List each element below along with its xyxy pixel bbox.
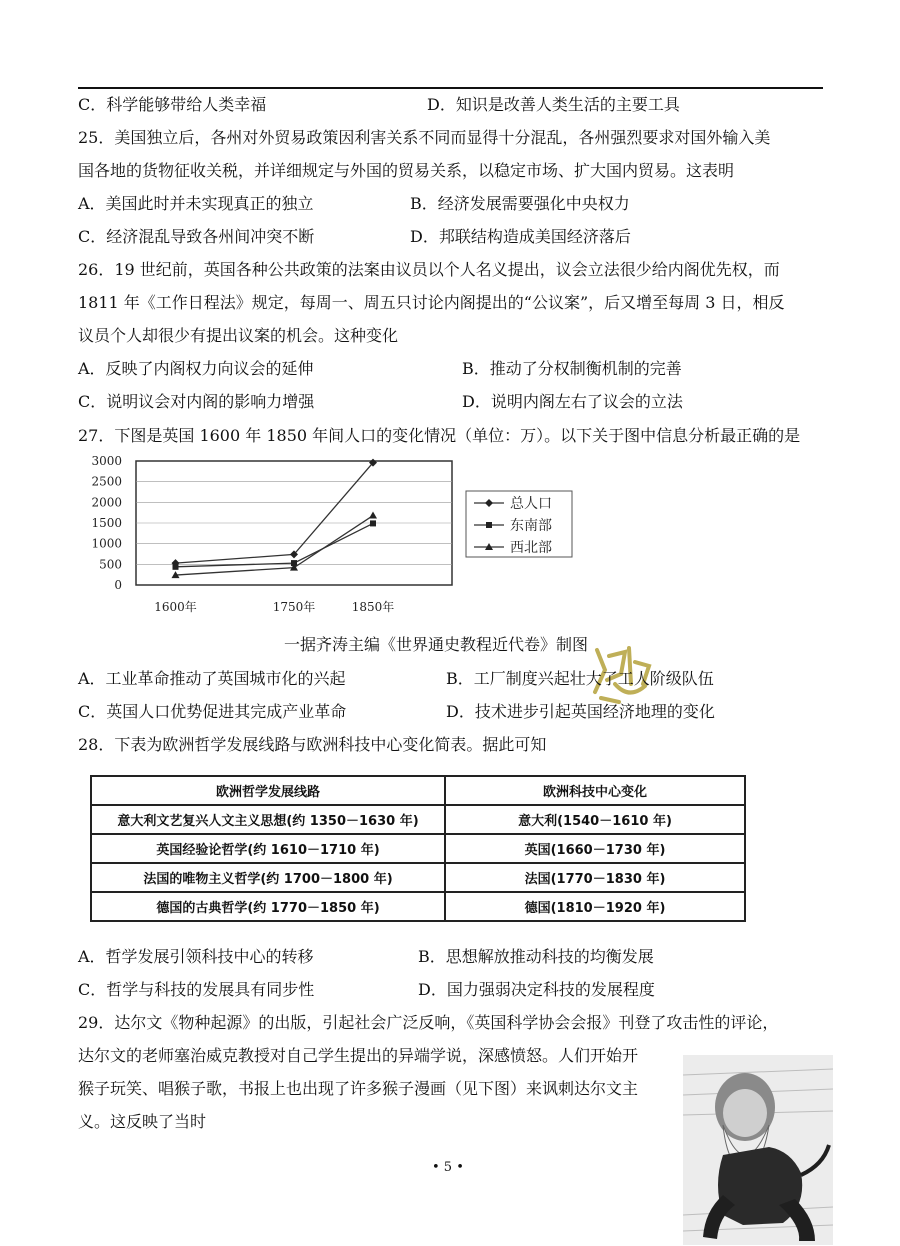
q29-stem-line4: 义。这反映了当时	[78, 1112, 207, 1131]
table-row	[91, 892, 745, 921]
x-tick-label: 1750年	[272, 600, 316, 614]
q26-option-b: B．推动了分权制衡机制的完善	[462, 359, 682, 378]
q26-stem-line3: 议员个人却很少有提出议案的机会。这种变化	[78, 326, 399, 345]
y-tick-label: 1000	[91, 536, 122, 551]
q26-option-a: A．反映了内阁权力向议会的延伸	[78, 359, 314, 378]
table-header-cell: 欧洲哲学发展线路	[91, 776, 445, 805]
q26-option-c: C．说明议会对内阁的影响力增强	[78, 392, 315, 411]
table-cell: 德国(1810－1920 年)	[445, 892, 745, 921]
q27-option-a: A．工业革命推动了英国城市化的兴起	[78, 669, 346, 688]
table-cell: 德国的古典哲学(约 1770－1850 年)	[91, 892, 445, 921]
legend-label: 西北部	[510, 540, 552, 556]
q25-stem-line1: 25．美国独立后，各州对外贸易政策因利害关系不同而显得十分混乱，各州强烈要求对国外输入美	[78, 128, 771, 147]
q28-option-c: C．哲学与科技的发展具有同步性	[78, 980, 315, 999]
table-row	[91, 805, 745, 834]
y-tick-label: 2500	[91, 474, 122, 489]
q28-option-d: D．国力强弱决定科技的发展程度	[418, 980, 655, 999]
table-header-row	[91, 776, 745, 805]
header-rule	[78, 87, 823, 89]
table-cell: 意大利(1540－1610 年)	[445, 805, 745, 834]
philosophy-science-table	[90, 775, 746, 922]
q28-stem-line1: 28．下表为欧洲哲学发展线路与欧洲科技中心变化简表。据此可知	[78, 735, 547, 754]
table-row	[91, 834, 745, 863]
q27-stem-line1: 27．下图是英国 1600 年 1850 年间人口的变化情况（单位：万）。以下关于图中信息分析最正确的是	[78, 426, 801, 445]
q25-option-a: A．美国此时并未实现真正的独立	[78, 194, 314, 213]
x-tick-label: 1600年	[154, 600, 197, 614]
q27-option-b: B．工厂制度兴起壮大了工人阶级队伍	[446, 669, 714, 688]
q25-option-c: C．经济混乱导致各州间冲突不断	[78, 227, 315, 246]
table-cell: 意大利文艺复兴人文主义思想(约 1350－1630 年)	[91, 805, 445, 834]
table-header-cell: 欧洲科技中心变化	[445, 776, 745, 805]
q25-stem-line2: 国各地的货物征收关税，并详细规定与外国的贸易关系，以稳定市场、扩大国内贸易。这表明	[78, 161, 735, 180]
q28-option-a: A．哲学发展引领科技中心的转移	[78, 947, 314, 966]
y-tick-label: 3000	[91, 455, 122, 468]
table-cell: 法国的唯物主义哲学(约 1700－1800 年)	[91, 863, 445, 892]
legend-label: 东南部	[510, 518, 552, 534]
y-tick-label: 500	[99, 557, 122, 572]
chart-source-caption: 一据齐涛主编《世界通史教程近代卷》制图	[284, 635, 589, 654]
legend-label: 总人口	[510, 496, 552, 512]
prev-option-c: C．科学能够带给人类幸福	[78, 95, 267, 114]
y-tick-label: 2000	[91, 495, 122, 510]
legend-marker	[486, 522, 492, 528]
q28-option-b: B．思想解放推动科技的均衡发展	[418, 947, 654, 966]
y-tick-label: 0	[114, 578, 122, 592]
population-line-chart	[80, 455, 580, 627]
table-cell: 英国(1660－1730 年)	[445, 834, 745, 863]
q27-option-d: D．技术进步引起英国经济地理的变化	[446, 702, 715, 721]
y-tick-label: 1500	[91, 516, 122, 530]
data-point	[173, 564, 179, 570]
data-point	[370, 520, 376, 526]
q26-stem-line2: 1811 年《工作日程法》规定，每周一、周五只讨论内阁提出的“公议案”，后又增至每周 3 日，相反	[78, 293, 785, 312]
page-number: • 5 •	[432, 1160, 464, 1175]
table-cell: 英国经验论哲学(约 1610－1710 年)	[91, 834, 445, 863]
q25-option-d: D．邦联结构造成美国经济落后	[410, 227, 631, 246]
table-cell: 法国(1770－1830 年)	[445, 863, 745, 892]
q27-option-c: C．英国人口优势促进其完成产业革命	[78, 702, 347, 721]
q29-stem-line1: 29．达尔文《物种起源》的出版，引起社会广泛反响，《英国科学协会会报》刊登了攻击性的评论，	[78, 1013, 779, 1032]
series-line-0	[176, 463, 374, 563]
x-tick-label: 1850年	[351, 600, 395, 614]
data-point	[369, 512, 377, 519]
table-row	[91, 863, 745, 892]
prev-option-d: D．知识是改善人类生活的主要工具	[427, 95, 680, 114]
q26-stem-line1: 26．19 世纪前，英国各种公共政策的法案由议员以个人名义提出，议会立法很少给内阁优先权，而	[78, 260, 780, 279]
darwin-monkey-cartoon	[683, 1055, 833, 1245]
q29-stem-line3: 猴子玩笑、唱猴子歌，书报上也出现了许多猴子漫画（见下图）来讽刺达尔文主	[78, 1079, 639, 1098]
q25-option-b: B．经济发展需要强化中央权力	[410, 194, 630, 213]
q26-option-d: D．说明内阁左右了议会的立法	[462, 392, 683, 411]
q29-stem-line2: 达尔文的老师塞治威克教授对自己学生提出的异端学说，深感愤怒。人们开始开	[78, 1046, 639, 1065]
